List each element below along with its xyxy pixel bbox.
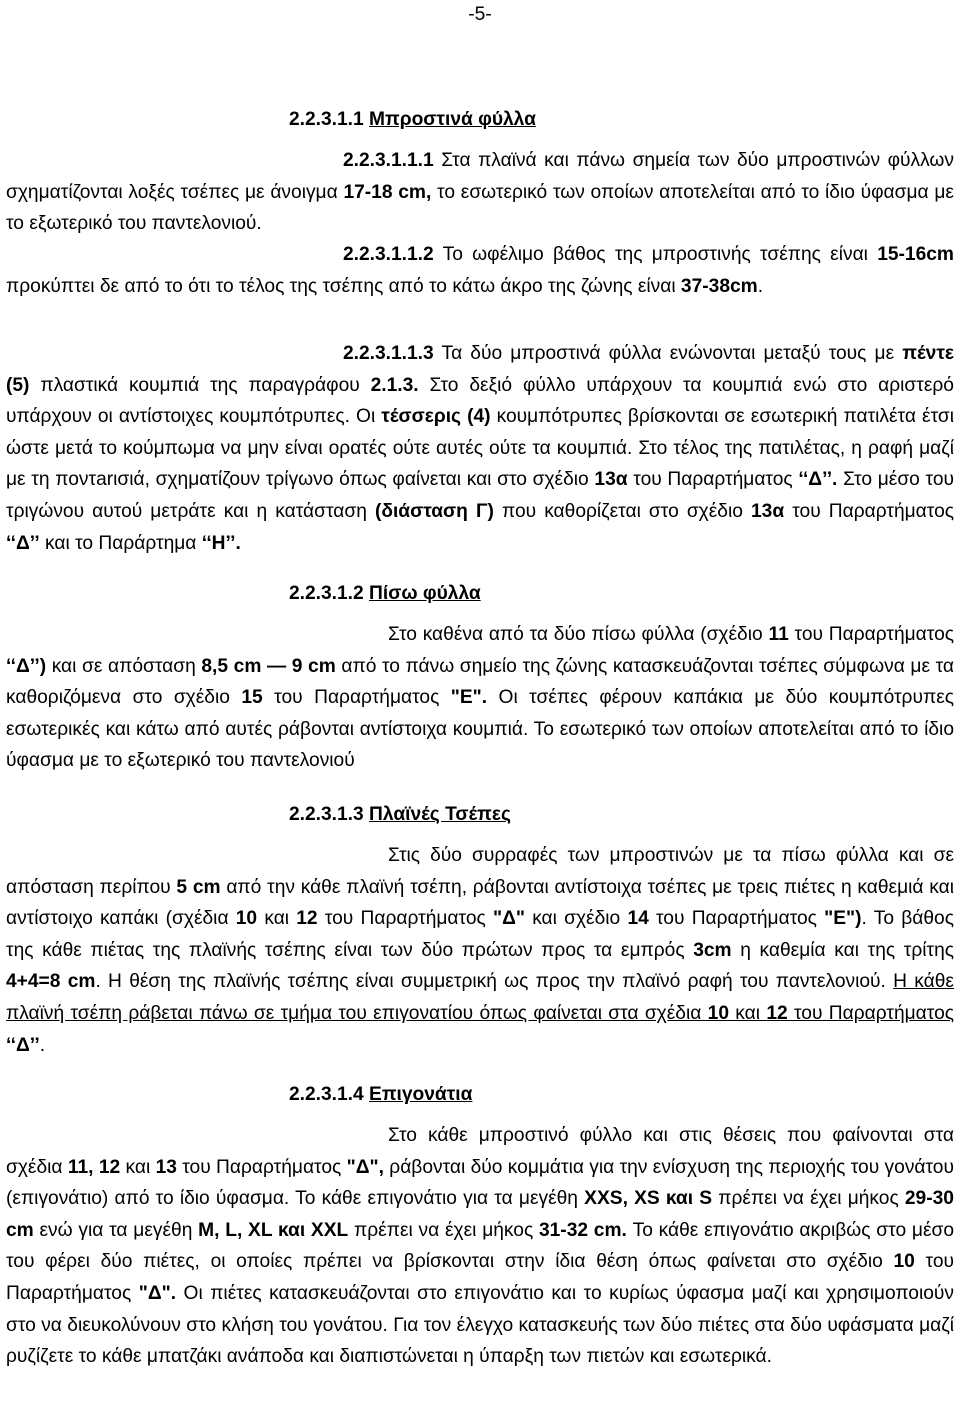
text-run: Στο κάθε μπροστινό φύλλο και στις θέσεις που φαίνονται στα σχέδια	[6, 1125, 954, 1178]
bold-text-run: 2.2.3.1.1.2	[343, 244, 434, 265]
section-number: 2.2.3.1.4	[289, 1084, 364, 1105]
text-run: από το πάνω σημείο της ζώνης κατασκευάζονται τσέπες σύμφωνα με τα καθοριζόμενα στο σχέδιο	[6, 655, 955, 709]
text-run: του Παραρτήματος	[627, 469, 799, 491]
text-run: που καθορίζεται στο σχέδιο	[493, 500, 751, 522]
bold-text-run: "Δ"	[492, 908, 525, 930]
text-run: Τα δύο μπροστινά φύλλα ενώνονται μεταξύ τους με	[433, 343, 903, 364]
text-run: η καθεμία και της τρίτης	[731, 939, 954, 961]
bold-text-run: ‘‘Δ’’.	[798, 469, 838, 491]
paragraph-1-1-3	[6, 338, 954, 559]
text-run: του Παραρτήματος	[317, 908, 493, 930]
bold-text-run: M, L, XL και XXL	[198, 1219, 349, 1241]
text-run: Το κάθε επιγονάτιο ακριβώς στο μέσο του φέρει δύο πιέτες, οι οποίες πρέπει να βρίσκονται στην ίδια θέση όπως φαίνεται στο σχέδιο	[6, 1219, 955, 1273]
text-run: του Παραρτήματος	[787, 1002, 954, 1024]
paragraph-side-pockets	[6, 840, 954, 1061]
paragraph-back-panels	[6, 619, 954, 777]
text-run: του Παραρτήματος	[648, 908, 825, 930]
section-heading-side-pockets	[289, 799, 511, 831]
bold-text-run: "Δ",	[346, 1156, 384, 1178]
text-run: και	[729, 1002, 767, 1024]
text-run: πρέπει να έχει μήκος	[348, 1219, 539, 1241]
text-run: . Η θέση της πλαϊνής τσέπης είναι συμμετρική ως προς την πλαϊνό ραφή του παντελονιού.	[95, 971, 894, 993]
bold-text-run: 29-30 cm	[6, 1188, 954, 1241]
bold-text-run: 13α	[594, 469, 628, 491]
text-run: του Παραρτήματος	[176, 1156, 347, 1178]
text-run: ράβονται δύο κομμάτια για την ενίσχυση της περιοχής του γονάτου (επιγονάτιο) από το ίδιο ύφασμα. Το κάθε επιγονάτιο για τα μεγέθη	[6, 1156, 954, 1210]
text-run: και	[257, 908, 297, 930]
text-run: Στα πλαϊνά και πάνω σημεία των δύο μπροστινών φύλλων σχηματίζονται λοξές τσέπες με άνοιγμα	[6, 150, 954, 203]
text-run: προκύπτει δε από το ότι το τέλος της τσέπης από το κάτω άκρο της ζώνης είναι	[6, 275, 681, 297]
text-run: Στο μέσο του τριγώνου αυτού μετράτε και η κατάσταση	[6, 469, 954, 522]
text-run: του Παραρτήματος	[788, 624, 954, 645]
text-run: ενώ για τα μεγέθη	[33, 1219, 199, 1241]
text-run: και	[120, 1156, 156, 1178]
bold-text-run: 2.1.3.	[370, 374, 419, 396]
paragraph-1-1-2	[6, 239, 954, 302]
bold-text-run: (διάσταση Γ)	[374, 500, 494, 522]
bold-text-run: 10	[235, 908, 258, 930]
text-run: Το ωφέλιμο βάθος της μπροστινής τσέπης είναι	[433, 244, 878, 265]
text-run: του Παραρτήματος	[784, 500, 954, 522]
bold-text-run: 15-16cm	[877, 244, 954, 265]
bold-text-run: ‘‘Δ’’	[6, 1034, 40, 1056]
section-number: 2.2.3.1.2	[289, 583, 364, 604]
bold-text-run: 2.2.3.1.1.3	[343, 343, 434, 364]
text-run: Στο δεξιό φύλλο υπάρχουν τα κουμπιά ενώ στο αριστερό υπάρχουν οι αντίστοιχες κουμπότρυπες. Οι	[6, 374, 954, 428]
paragraph-knee-patches	[6, 1120, 954, 1373]
bold-text-run: 10	[893, 1251, 915, 1273]
section-heading-knee-patches	[289, 1079, 472, 1111]
section-number: 2.2.3.1.3	[289, 804, 364, 825]
bold-text-run: 14	[627, 908, 649, 930]
bold-text-run: 8,5 cm — 9 cm	[201, 655, 336, 677]
text-run: Η κάθε πλαϊνή τσέπη ράβεται πάνω σε τμήμα του επιγονατίου όπως φαίνεται στα σχέδια	[6, 971, 954, 1024]
text-run: Οι τσέπες φέρουν καπάκια με δύο κουμπότρυπες εσωτερικές και κάτω από αυτές ράβονται αντίστοιχα κουμπιά. Το εσωτερικό των οποίων αποτελείται από το ίδιο ύφασμα με το εξωτερικό του παντελονιού	[6, 687, 954, 772]
bold-text-run: XXS, XS και S	[584, 1188, 713, 1210]
text-run: το εσωτερικό των οποίων αποτελείται από το ίδιο ύφασμα με το εξωτερικό του παντελονιού.	[6, 181, 954, 235]
bold-text-run: "Ε".	[450, 687, 488, 709]
bold-text-run: 37-38cm	[680, 275, 758, 297]
text-run: του Παραρτήματος	[6, 1251, 954, 1304]
bold-text-run: 15	[241, 687, 263, 709]
bold-text-run: 11	[768, 624, 789, 645]
bold-text-run: 2.2.3.1.1.1	[343, 150, 434, 171]
text-run: πρέπει να έχει μήκος	[712, 1188, 905, 1210]
bold-text-run: 31-32 cm.	[538, 1219, 627, 1241]
bold-text-run: 12	[296, 908, 318, 930]
bold-text-run: 4+4=8 cm	[6, 971, 96, 993]
bold-text-run: πέντε (5)	[6, 343, 954, 396]
bold-text-run: 13	[155, 1156, 177, 1178]
section-title: Πλαϊνές Τσέπες	[369, 804, 511, 825]
text-run: . Το βάθος της κάθε πιέτας της πλαϊνής τσέπης είναι των δύο πρώτων προς τα εμπρός	[6, 908, 954, 961]
bold-text-run: "Δ".	[138, 1282, 177, 1304]
bold-text-run: 17-18 cm,	[343, 181, 432, 203]
bold-text-run: 3cm	[693, 939, 732, 961]
bold-text-run: ‘‘Δ’’	[6, 532, 40, 554]
text-run: και σχέδιο	[524, 908, 628, 930]
bold-text-run: 12	[766, 1002, 788, 1024]
paragraph-1-1-1	[6, 145, 954, 240]
text-run: .	[39, 1034, 46, 1056]
text-run: πλαστικά κουμπιά της παραγράφου	[29, 374, 371, 396]
text-run: του Παραρτήματος	[262, 687, 451, 709]
bold-text-run: τέσσερις (4)	[381, 406, 491, 428]
text-run: και το Παράρτημα	[39, 532, 202, 554]
bold-text-run: ‘‘Η’’.	[201, 532, 241, 554]
section-title: Πίσω φύλλα	[369, 583, 481, 604]
section-number: 2.2.3.1.1	[289, 109, 364, 130]
section-title: Επιγονάτια	[369, 1084, 473, 1105]
text-run: .	[757, 275, 764, 297]
section-heading-back-panels	[289, 578, 481, 610]
text-run: από την κάθε πλαϊνή τσέπη, ράβονται αντίστοιχα τσέπες με τρεις πιέτες η καθεμιά και αντίστοιχο καπάκι (σχέδια	[6, 876, 954, 930]
bold-text-run: 10	[707, 1002, 729, 1024]
bold-text-run: ‘‘Δ’’)	[6, 655, 47, 677]
text-run: κουμπότρυπες βρίσκονται σε εσωτερική πατιλέτα έτσι ώστε μετά το κούμπωμα να μην είναι ορατές ούτε αυτές ούτε τα κουμπιά. Στο τέλος της πατιλέτας, η ραφή μαζί με τη ποντarισιά, σχηματίζουν τρίγωνο όπως φαίνεται και στο σχέδιο	[6, 406, 954, 491]
text-run: Οι πιέτες κατασκευάζονται στο επιγονάτιο και το κυρίως ύφασμα μαζί και χρησιμοποιούν στο να διευκολύνουν στο κλήση του γονάτου. Για τον έλεγχο κατασκευής των δύο πιέτες στα δύο υφάσματα μαζί ρυζίζετε το κάθε μπατζάκι ανάποδα και διαπιστώνεται η ύπαρξη των πιετών και εσωτερικά.	[6, 1282, 954, 1368]
text-run: Στο καθένα από τα δύο πίσω φύλλα (σχέδιο	[388, 624, 769, 645]
section-heading-front-panels	[289, 104, 536, 136]
text-run: Στις δύο συρραφές των μπροστινών με τα πίσω φύλλα και σε απόσταση περίπου	[6, 845, 954, 898]
bold-text-run: 11, 12	[67, 1156, 121, 1178]
section-title: Μπροστινά φύλλα	[369, 109, 536, 130]
page-number: -5-	[468, 4, 492, 25]
bold-text-run: 13α	[751, 500, 785, 522]
bold-text-run: 5 cm	[176, 876, 221, 898]
text-run: και σε απόσταση	[46, 655, 202, 677]
bold-text-run: "Ε")	[824, 908, 862, 930]
